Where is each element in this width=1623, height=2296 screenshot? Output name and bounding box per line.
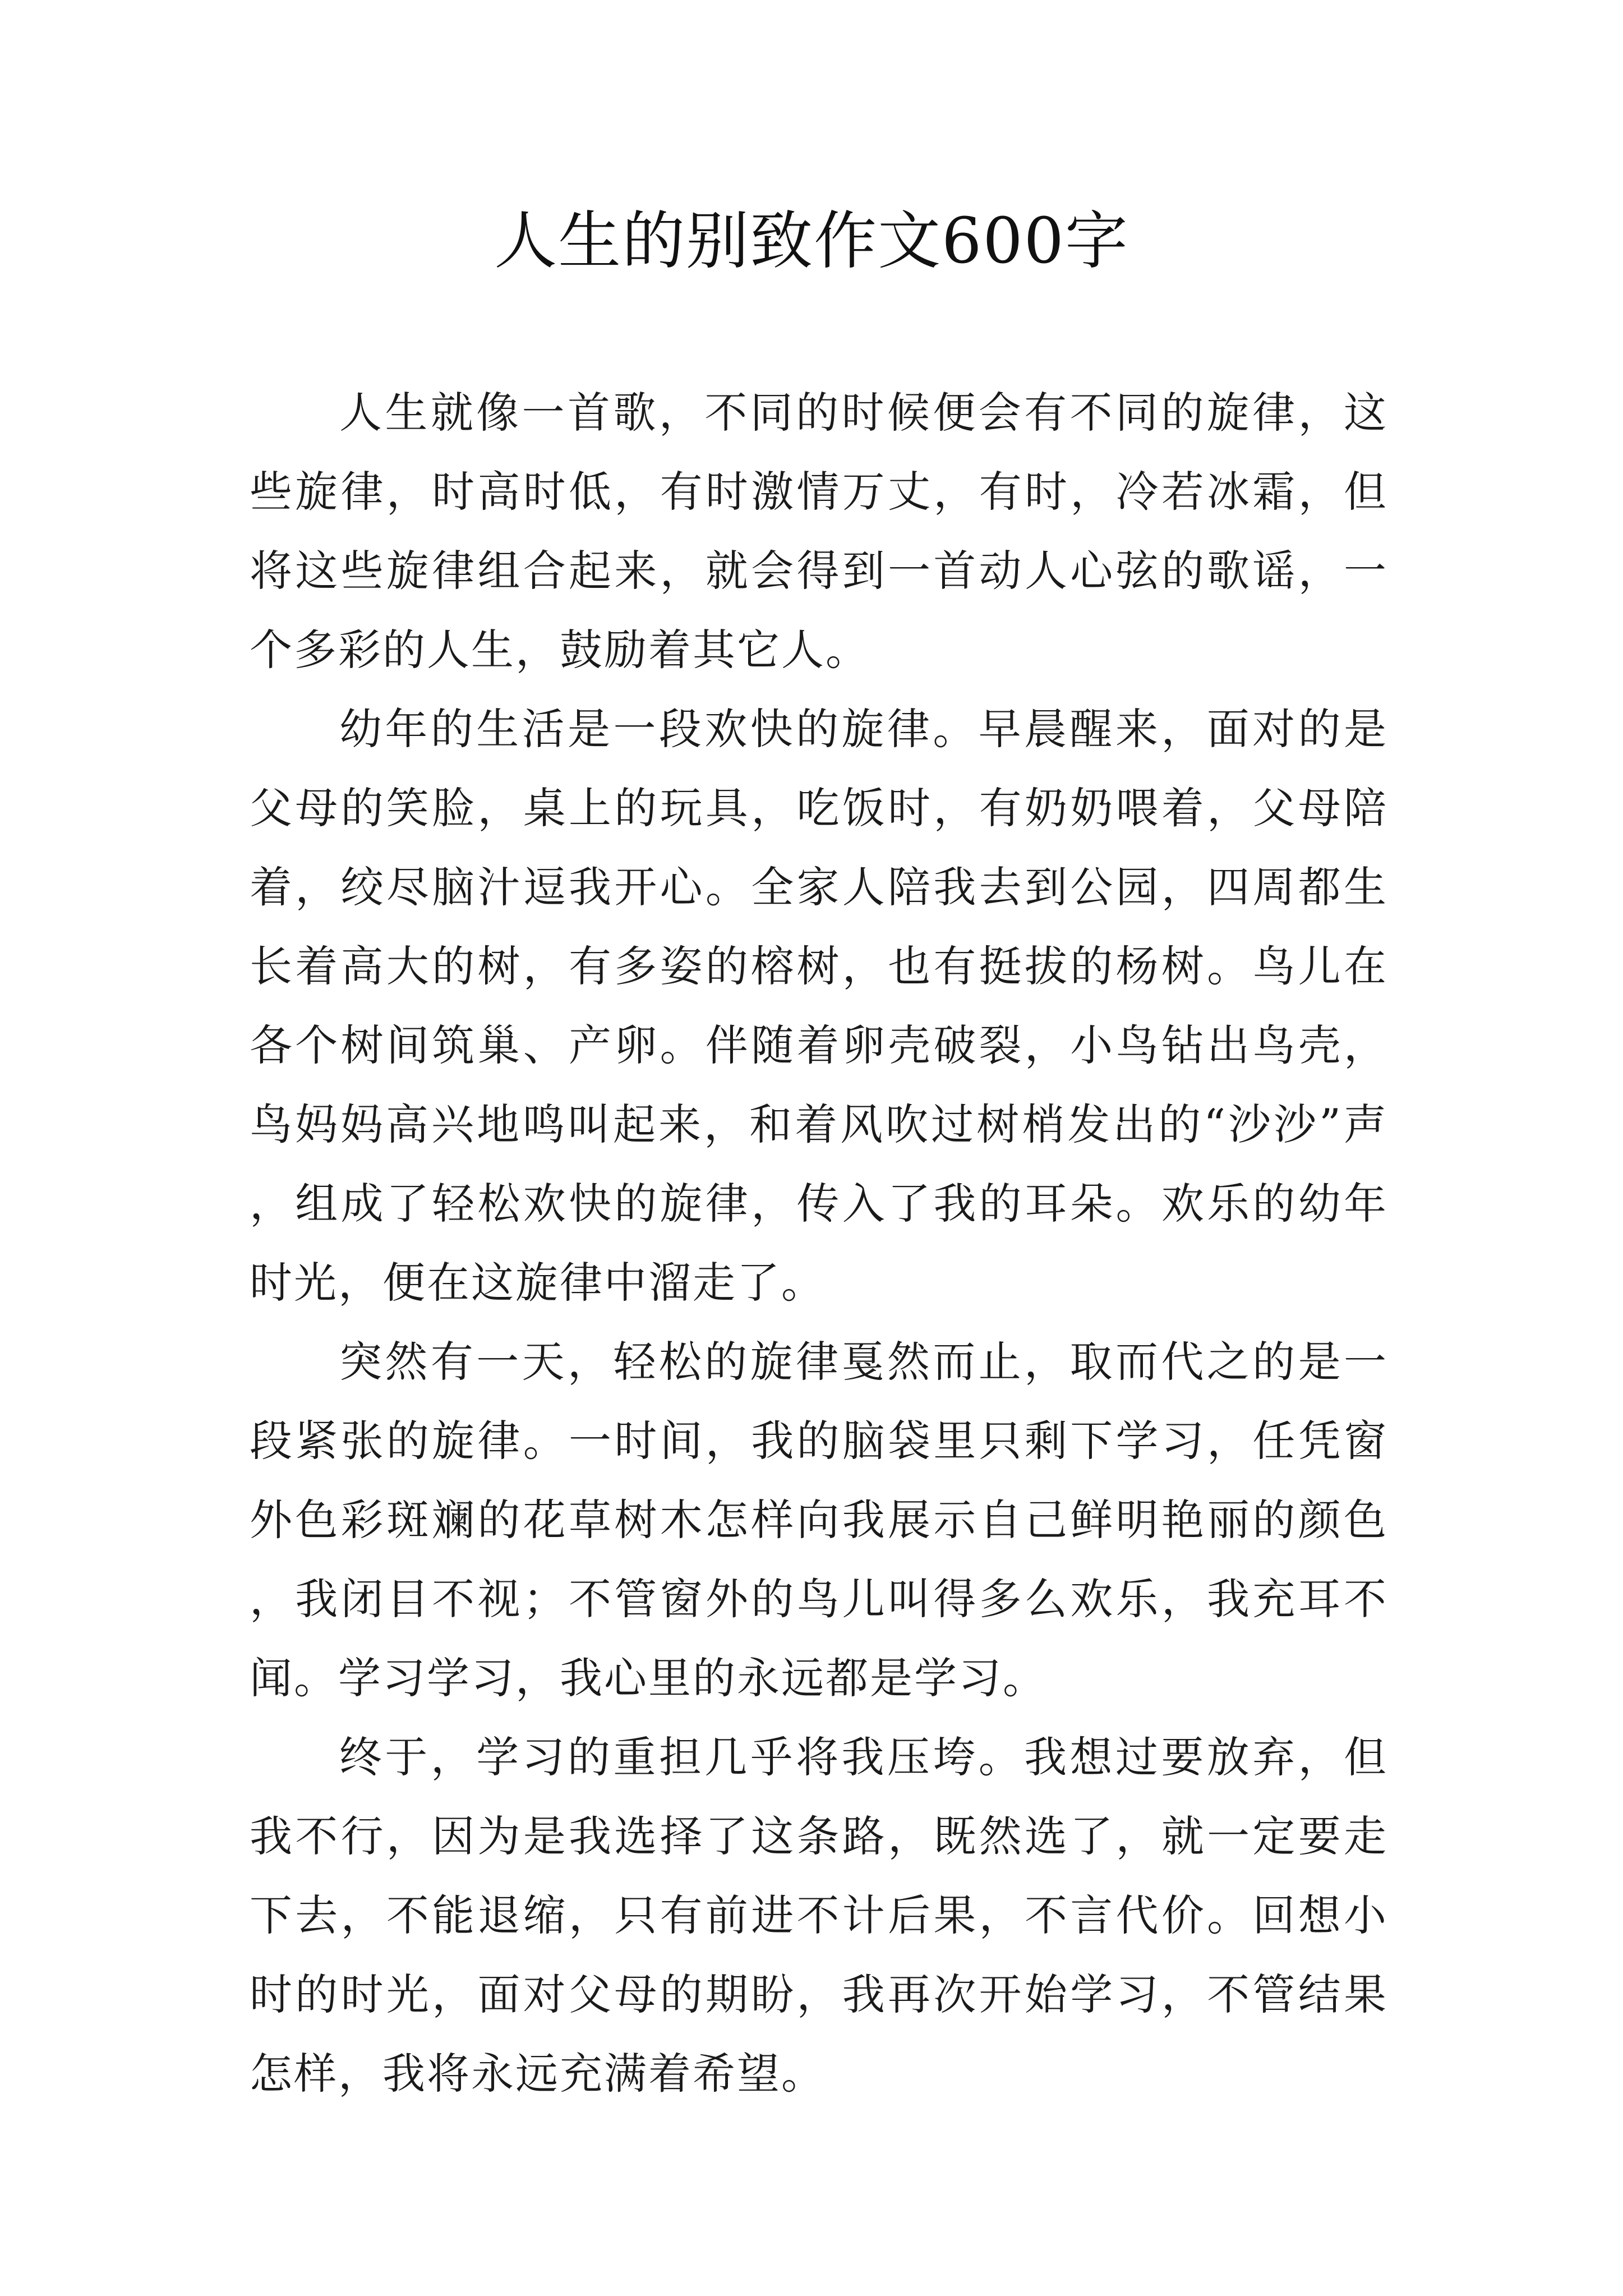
document-title: 人生的别致作文600字 bbox=[494, 205, 1129, 278]
paragraph: 终于，学习的重担几乎将我压垮。我想过要放弃，但我不行，因为是我选择了这条路，既然选了，就一定要走下去，不能退缩，只有前进不计后果，不言代价。回想小时的时光，面对父母的期盼，我再次开始学习，不管结果怎样，我将永远充满着希望。 bbox=[250, 1732, 1388, 2099]
paragraph: 幼年的生活是一段欢快的旋律。早晨醒来，面对的是父母的笑脸，桌上的玩具，吃饭时，有奶奶喂着，父母陪着，绞尽脑汁逗我开心。全家人陪我去到公园，四周都生长着高大的树，有多姿的榕树，也有挺拔的杨树。鸟儿在各个树间筑巢、产卵。伴随着卵壳破裂，小鸟钻出鸟壳，鸟妈妈高兴地鸣叫起来，和着风吹过树梢发出的“沙沙”声，组成了轻松欢快的旋律，传入了我的耳朵。欢乐的幼年时光，便在这旋律中溜走了。 bbox=[250, 704, 1388, 1308]
document-body bbox=[250, 373, 1388, 2113]
paragraph: 突然有一天，轻松的旋律戛然而止，取而代之的是一段紧张的旋律。一时间，我的脑袋里只剩下学习，任凭窗外色彩斑斓的花草树木怎样向我展示自己鲜明艳丽的颜色，我闭目不视；不管窗外的鸟儿叫得多么欢乐，我充耳不闻。学习学习，我心里的永远都是学习。 bbox=[250, 1337, 1388, 1703]
paragraph: 人生就像一首歌，不同的时候便会有不同的旋律，这些旋律，时高时低，有时激情万丈，有时，冷若冰霜，但将这些旋律组合起来，就会得到一首动人心弦的歌谣，一个多彩的人生，鼓励着其它人。 bbox=[250, 388, 1388, 675]
